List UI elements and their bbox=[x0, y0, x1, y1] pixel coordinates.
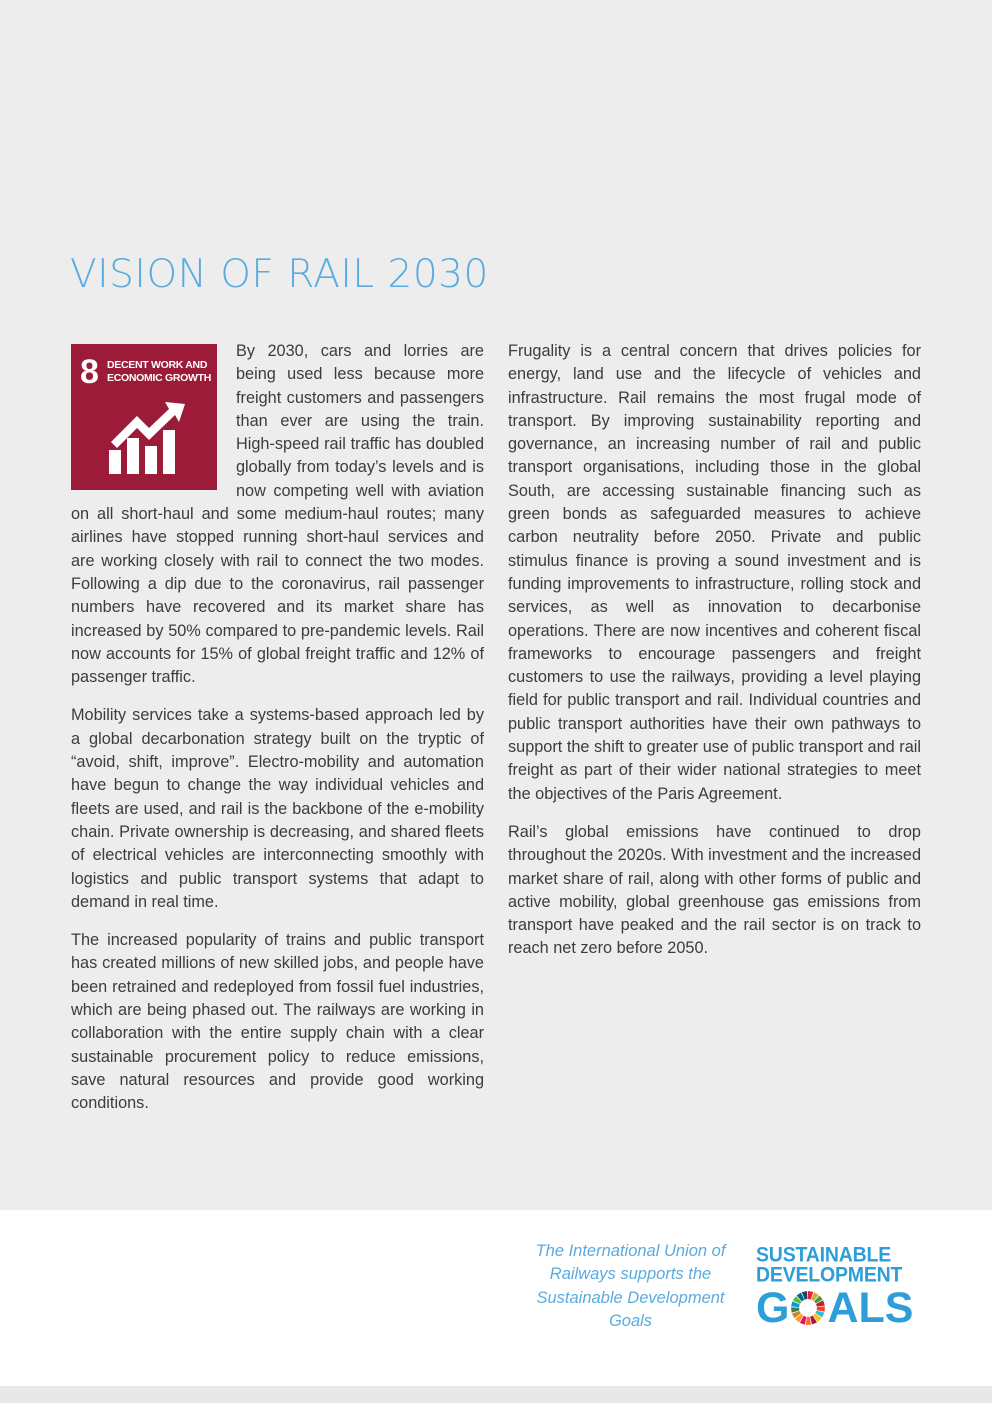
sdg-8-badge bbox=[71, 344, 217, 490]
wheel-segment bbox=[806, 1317, 811, 1325]
sdg-logo-g: G bbox=[756, 1284, 790, 1332]
sdg-label: DECENT WORK AND ECONOMIC GROWTH bbox=[107, 359, 211, 384]
growth-bar-chart-icon bbox=[107, 402, 185, 476]
sdg-number: 8 bbox=[80, 353, 99, 391]
uic-tagline: The International Union of Railways supports the Sustainable Development Goals bbox=[535, 1242, 726, 1330]
sdg-logo-als: ALS bbox=[827, 1284, 914, 1332]
right-paragraph-2: Rail’s global emissions have continued to drop throughout the 2020s. With investment and the increased market share of rail, along with other forms of public and active mobility, global greenhouse gas emissions from transport have peaked and the rail sector is on track to reach net zero before 2050. bbox=[508, 822, 921, 958]
footer-strip bbox=[0, 1386, 992, 1403]
left-paragraph-1: By 2030, cars and lorries are being used less because more freight customers and passengers than ever are using the train. High-speed rail traffic has doubled globally from today’s levels and is now competing well with aviation on all short-haul and some medium-haul routes; many airlines have stopped running short-haul services and are working closely with rail to connect the two modes. Following a dip due to the coronavirus, rail passenger numbers have recovered and its market share has increased by 50% compared to pre-pandemic levels. Rail now accounts for 15% of global freight traffic and 12% of passenger traffic. bbox=[71, 342, 484, 687]
sdg-logo bbox=[756, 1244, 916, 1330]
sdg-color-wheel-icon bbox=[790, 1290, 826, 1326]
sdg-logo-line1: SUSTAINABLE bbox=[756, 1242, 892, 1267]
left-column bbox=[71, 340, 484, 1131]
page-title: VISION OF RAIL 2030 bbox=[70, 252, 489, 297]
left-paragraph-3: The increased popularity of trains and public transport has created millions of new skilled jobs, and people have been retrained and redeployed from fossil fuel industries, which are being phased out. The railways are working in collaboration with the entire supply chain with a clear sustainable procurement policy to reduce emissions, save natural resources and provide good working conditions. bbox=[71, 931, 484, 1113]
sdg-logo-line3 bbox=[756, 1286, 916, 1330]
sdg-logo-line2: DEVELOPMENT bbox=[756, 1262, 903, 1287]
right-column bbox=[508, 340, 921, 976]
left-paragraph-2: Mobility services take a systems-based approach led by a global decarbonation strategy built on the tryptic of “avoid, shift, improve”. Electro-mobility and automation have begun to change the way individual vehicles and fleets are used, and rail is the backbone of the e-mobility chain. Private ownership is decreasing, and shared fleets of electrical vehicles are interconnecting smoothly with logistics and public transport systems that adapt to demand in real time. bbox=[71, 706, 484, 911]
right-paragraph-1: Frugality is a central concern that drives policies for energy, land use and the lifecycle of vehicles and infrastructure. Rail remains the most frugal mode of transport. By improving sustainability reporting and governance, an increasing number of rail and public transport organisations, including those in the global South, are accessing sustainable financing such as green bonds as safeguarded measures to achieve carbon neutrality before 2050. Private and public stimulus finance is proving a sound investment and is funding improvements to infrastructure, rolling stock and services, as well as innovation to decarbonise operations. There are now incentives and coherent fiscal frameworks to encourage passengers and freight customers to use the railways, providing a level playing field for public transport and rail. Individual countries and public transport authorities have their own pathways to support the shift to greater use of public transport and rail freight as part of their wider national strategies to meet the objectives of the Paris Agreement. bbox=[508, 342, 921, 803]
